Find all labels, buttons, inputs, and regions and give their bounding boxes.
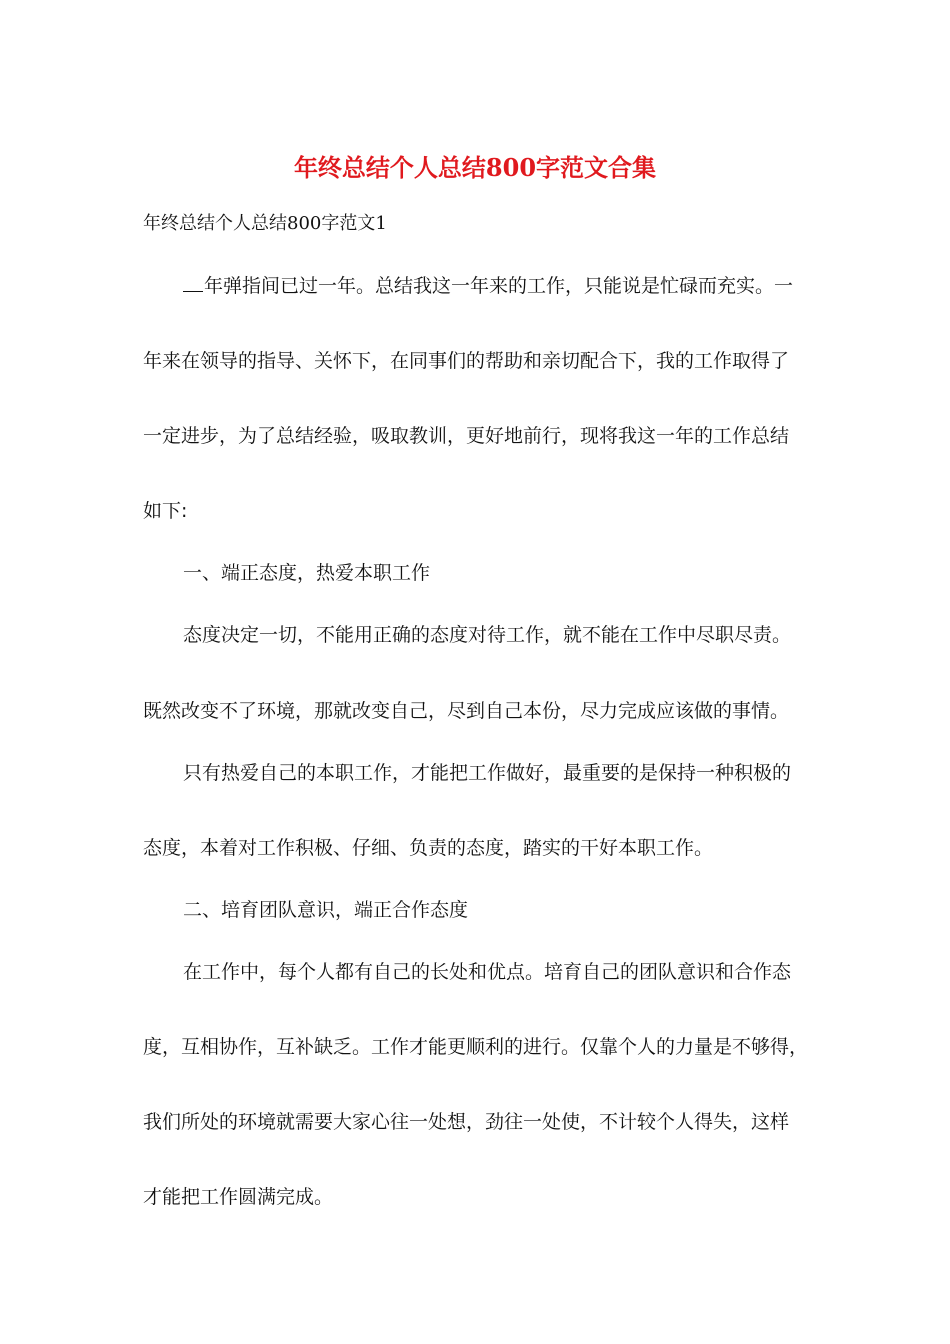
paragraph-line: 在工作中，每个人都有自己的长处和优点。培育自己的团队意识和合作态 [183,961,792,983]
paragraph-line: 年来在领导的指导、关怀下，在同事们的帮助和亲切配合下，我的工作取得了 [143,350,790,372]
paragraph-line [183,272,793,300]
paragraph-line: 我们所处的环境就需要大家心往一处想，劲往一处使，不计较个人得失，这样 [143,1111,790,1133]
paragraph-line: 只有热爱自己的本职工作，才能把工作做好，最重要的是保持一种积极的 [183,762,792,784]
paragraph-line: 才能把工作圆满完成。 [143,1186,334,1208]
paragraph-line: 态度，本着对工作积极、仔细、负责的态度，踏实的干好本职工作。 [143,837,714,859]
blank-underline [183,273,203,292]
paragraph-line: 既然改变不了环境，那就改变自己，尽到自己本份，尽力完成应该做的事情。 [143,700,790,722]
section-subtitle: 年终总结个人总结800字范文1 [143,213,387,234]
paragraph-line: 一定进步，为了总结经验，吸取教训，更好地前行，现将我这一年的工作总结 [143,425,790,447]
section-heading: 一、端正态度，热爱本职工作 [183,562,431,584]
paragraph-line-text: 年弹指间已过一年。总结我这一年来的工作，只能说是忙碌而充实。一 [204,275,794,297]
paragraph-line: 态度决定一切，不能用正确的态度对待工作，就不能在工作中尽职尽责。 [183,624,792,646]
paragraph-line: 如下: [143,500,188,522]
section-heading: 二、培育团队意识，端正合作态度 [183,899,469,921]
document-title: 年终总结个人总结800字范文合集 [293,153,657,182]
paragraph-line: 度，互相协作，互补缺乏。工作才能更顺利的进行。仅靠个人的力量是不够得， [143,1036,809,1058]
